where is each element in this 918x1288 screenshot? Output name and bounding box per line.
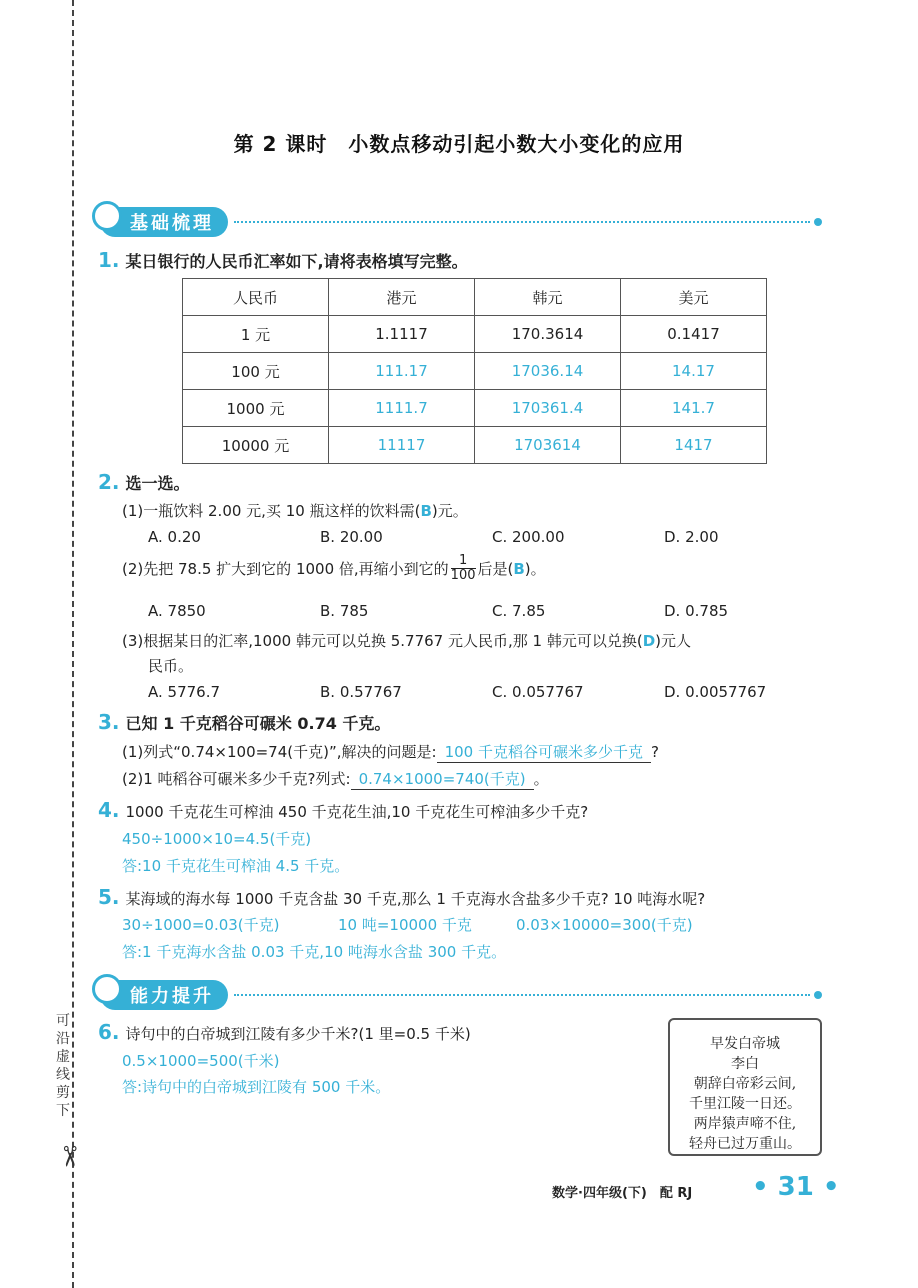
- q2-sub1-options: [148, 528, 836, 546]
- question-number: 4.: [98, 798, 120, 822]
- poem-line: 朝辞白帝彩云间,: [693, 1076, 797, 1092]
- answer-choice: B: [513, 559, 525, 578]
- section-title: 能力提升: [130, 986, 214, 1007]
- table-header: 人民币: [183, 279, 329, 316]
- table-header: 美元: [621, 279, 767, 316]
- question-number: 5.: [98, 885, 120, 909]
- table-cell: 0.1417: [621, 316, 767, 353]
- table-answer-cell: 1111.7: [329, 390, 475, 427]
- question-2: [98, 470, 190, 494]
- page-number: • 31 •: [752, 1172, 840, 1202]
- question-5: [98, 885, 705, 909]
- fraction: 1 100: [450, 553, 476, 583]
- table-answer-cell: 1703614: [475, 427, 621, 464]
- question-text: 诗句中的白帝城到江陵有多少千米?(1 里=0.5 千米): [125, 1025, 471, 1043]
- option: C. 200.00: [492, 528, 565, 546]
- answer-blank: 0.74×1000=740(千克): [351, 768, 534, 790]
- answer-choice: B: [420, 502, 432, 520]
- question-text: 某日银行的人民币汇率如下,请将表格填写完整。: [125, 252, 468, 271]
- q2-sub2: (2)先把 78.5 扩大到它的 1000 倍,再缩小到它的 1 100 后是( B )。: [122, 553, 546, 583]
- section-title: 基础梳理: [130, 213, 214, 234]
- poem-line: 两岸猿声啼不住,: [693, 1116, 797, 1132]
- question-text: 选一选。: [125, 474, 190, 493]
- poem-line: 轻舟已过万重山。: [689, 1136, 801, 1152]
- option: A. 5776.7: [148, 683, 221, 701]
- answer-line: 0.03×10000=300(千克): [516, 916, 693, 934]
- q2-sub2-options: [148, 602, 836, 620]
- question-1: [98, 248, 468, 272]
- option: B. 20.00: [320, 528, 383, 546]
- table-cell: 100 元: [183, 353, 329, 390]
- table-row: [183, 427, 767, 464]
- answer-blank: 100 千克稻谷可碾米多少千克: [437, 741, 651, 763]
- question-3: [98, 710, 390, 734]
- question-number: 2.: [98, 470, 120, 494]
- poem-title: 早发白帝城: [710, 1036, 780, 1052]
- answer-line: 0.5×1000=500(千米): [122, 1052, 280, 1070]
- question-number: 6.: [98, 1020, 120, 1044]
- question-4: [98, 798, 588, 822]
- question-text: 1000 千克花生可榨油 450 千克花生油,10 千克花生可榨油多少千克?: [125, 803, 589, 821]
- table-cell: 1 元: [183, 316, 329, 353]
- option: A. 0.20: [148, 528, 201, 546]
- answer-line: 450÷1000×10=4.5(千克): [122, 830, 312, 848]
- section-banner-basics: [100, 207, 822, 237]
- scissors-icon: ✂: [53, 1144, 87, 1169]
- question-6: [98, 1020, 471, 1044]
- exchange-rate-table: [182, 278, 767, 464]
- table-answer-cell: 11117: [329, 427, 475, 464]
- question-number: 1.: [98, 248, 120, 272]
- answer-line: 答:诗句中的白帝城到江陵有 500 千米。: [122, 1078, 391, 1096]
- table-cell: 170.3614: [475, 316, 621, 353]
- question-number: 3.: [98, 710, 120, 734]
- option: D. 0.0057767: [664, 683, 767, 701]
- q2-sub1: (1)一瓶饮料 2.00 元,买 10 瓶这样的饮料需(B)元。: [122, 502, 468, 520]
- table-cell: 1.1117: [329, 316, 475, 353]
- table-cell: 10000 元: [183, 427, 329, 464]
- table-answer-cell: 1417: [621, 427, 767, 464]
- section-banner-ability: [100, 980, 822, 1010]
- table-row: [183, 316, 767, 353]
- table-answer-cell: 111.17: [329, 353, 475, 390]
- q3-sub2: (2)1 吨稻谷可碾米多少千克?列式: 0.74×1000=740(千克) 。: [122, 770, 549, 788]
- q3-sub1: (1)列式“0.74×100=74(千克)”,解决的问题是: 100 千克稻谷可碾米多少千克 ?: [122, 743, 659, 761]
- answer-choice: D: [642, 632, 656, 650]
- table-answer-cell: 17036.14: [475, 353, 621, 390]
- question-text: 某海域的海水每 1000 千克含盐 30 千克,那么 1 千克海水含盐多少千克? 10 吨海水呢?: [125, 890, 706, 908]
- clock-icon: [92, 974, 122, 1004]
- question-text: 已知 1 千克稻谷可碾米 0.74 千克。: [125, 714, 391, 733]
- table-answer-cell: 141.7: [621, 390, 767, 427]
- table-header-row: [183, 279, 767, 316]
- poem-line: 千里江陵一日还。: [689, 1096, 801, 1112]
- q2-sub3-options: [148, 683, 836, 701]
- option: C. 0.057767: [492, 683, 584, 701]
- cut-hint: 可沿虚线剪下: [56, 1013, 70, 1119]
- option: D. 2.00: [664, 528, 719, 546]
- clock-icon: [92, 201, 122, 231]
- option: B. 785: [320, 602, 369, 620]
- footer-text: 数学·四年级(下) 配 RJ: [552, 1186, 693, 1201]
- option: A. 7850: [148, 602, 206, 620]
- table-cell: 1000 元: [183, 390, 329, 427]
- poem-scroll: [668, 1018, 822, 1156]
- answer-line: 答:1 千克海水含盐 0.03 千克,10 吨海水含盐 300 千克。: [122, 943, 507, 961]
- answer-line: 30÷1000=0.03(千克): [122, 916, 280, 934]
- answer-line: 答:10 千克花生可榨油 4.5 千克。: [122, 857, 350, 875]
- table-header: 港元: [329, 279, 475, 316]
- cut-line: [72, 0, 74, 1288]
- table-answer-cell: 14.17: [621, 353, 767, 390]
- poem-author: 李白: [731, 1056, 759, 1072]
- table-row: [183, 353, 767, 390]
- table-header: 韩元: [475, 279, 621, 316]
- option: C. 7.85: [492, 602, 546, 620]
- page-title: 第 2 课时 小数点移动引起小数大小变化的应用: [233, 132, 685, 156]
- option: B. 0.57767: [320, 683, 402, 701]
- table-row: [183, 390, 767, 427]
- table-answer-cell: 170361.4: [475, 390, 621, 427]
- q2-sub3: (3)根据某日的汇率,1000 韩元可以兑换 5.7767 元人民币,那 1 韩元可以兑换(D)元人: [122, 632, 691, 650]
- q2-sub3-cont: 民币。: [148, 657, 194, 675]
- option: D. 0.785: [664, 602, 729, 620]
- answer-line: 10 吨=10000 千克: [338, 916, 472, 934]
